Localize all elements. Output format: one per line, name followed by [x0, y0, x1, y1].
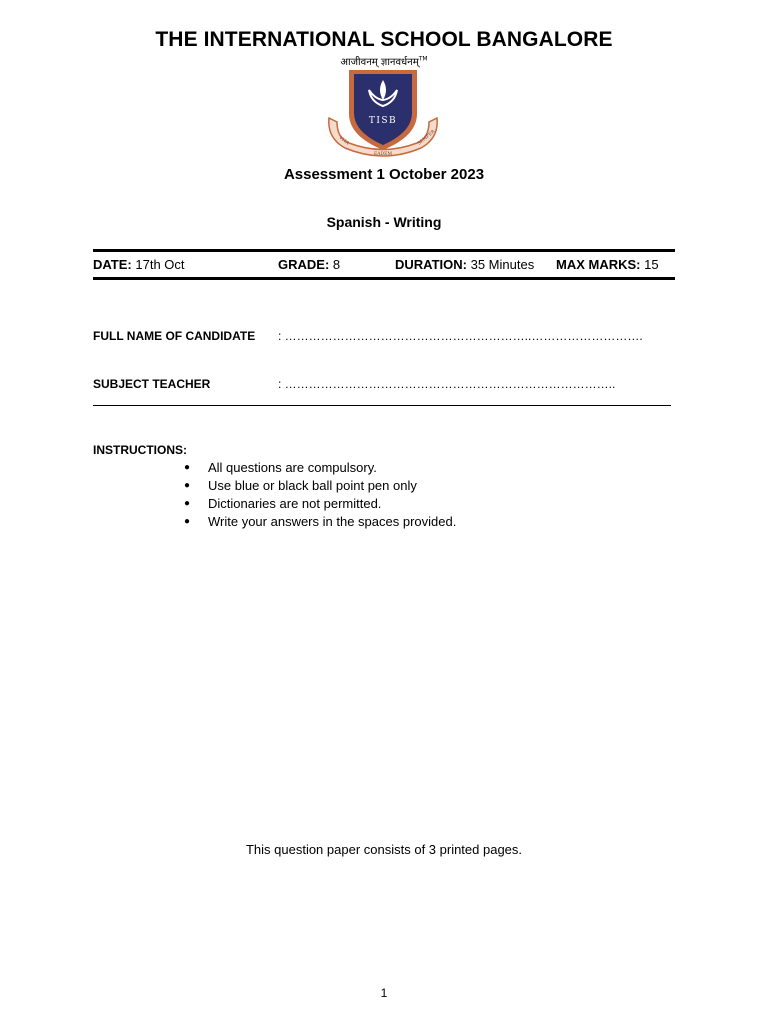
grade-label: GRADE: [278, 257, 330, 272]
info-max-marks [556, 257, 659, 272]
trademark-mark: TM [418, 55, 428, 63]
info-rule-top [93, 249, 675, 252]
date-value: 17th Oct [135, 257, 185, 272]
info-rule-bottom [93, 277, 675, 280]
assessment-title: Assessment 1 October 2023 [283, 166, 485, 183]
motto-text: आजीवनम् ज्ञानवर्धनम् [340, 57, 419, 68]
info-duration [395, 257, 534, 272]
school-crest-logo [323, 66, 443, 161]
school-name: THE INTERNATIONAL SCHOOL BANGALORE [155, 28, 613, 51]
instructions-title: INSTRUCTIONS: [93, 443, 187, 457]
subject-teacher-label: SUBJECT TEACHER [93, 377, 211, 391]
candidate-name-label: FULL NAME OF CANDIDATE [93, 329, 256, 343]
crest-initials: TISB [368, 116, 398, 126]
instructions-list [184, 459, 456, 531]
ribbon-right-word: SEMPER [417, 129, 437, 147]
printed-pages-note: This question paper consists of 3 printed pages. [245, 842, 523, 857]
max-marks-value: 15 [644, 257, 659, 272]
date-label: DATE: [93, 257, 132, 272]
ribbon-left-word: VITA [337, 135, 350, 147]
instruction-item: ● Dictionaries are not permitted. [184, 495, 456, 513]
separator-line [93, 405, 671, 406]
instruction-item: ● Write your answers in the spaces provided. [184, 513, 456, 531]
subject-teacher-field[interactable]: : ……………………………………………………………………….. [278, 377, 616, 391]
candidate-name-field[interactable]: : ……………………………………………………..………………………. [278, 329, 643, 343]
instruction-item: ● All questions are compulsory. [184, 459, 456, 477]
info-grade [278, 257, 340, 272]
grade-value: 8 [332, 257, 341, 272]
page-number: 1 [380, 986, 388, 1000]
instruction-item: ● Use blue or black ball point pen only [184, 477, 456, 495]
duration-value: 35 Minutes [470, 257, 535, 272]
info-date [93, 257, 185, 272]
max-marks-label: MAX MARKS: [556, 257, 641, 272]
ribbon-center-word: EADEM [373, 152, 393, 157]
duration-label: DURATION: [395, 257, 467, 272]
subject-title: Spanish - Writing [326, 214, 442, 230]
